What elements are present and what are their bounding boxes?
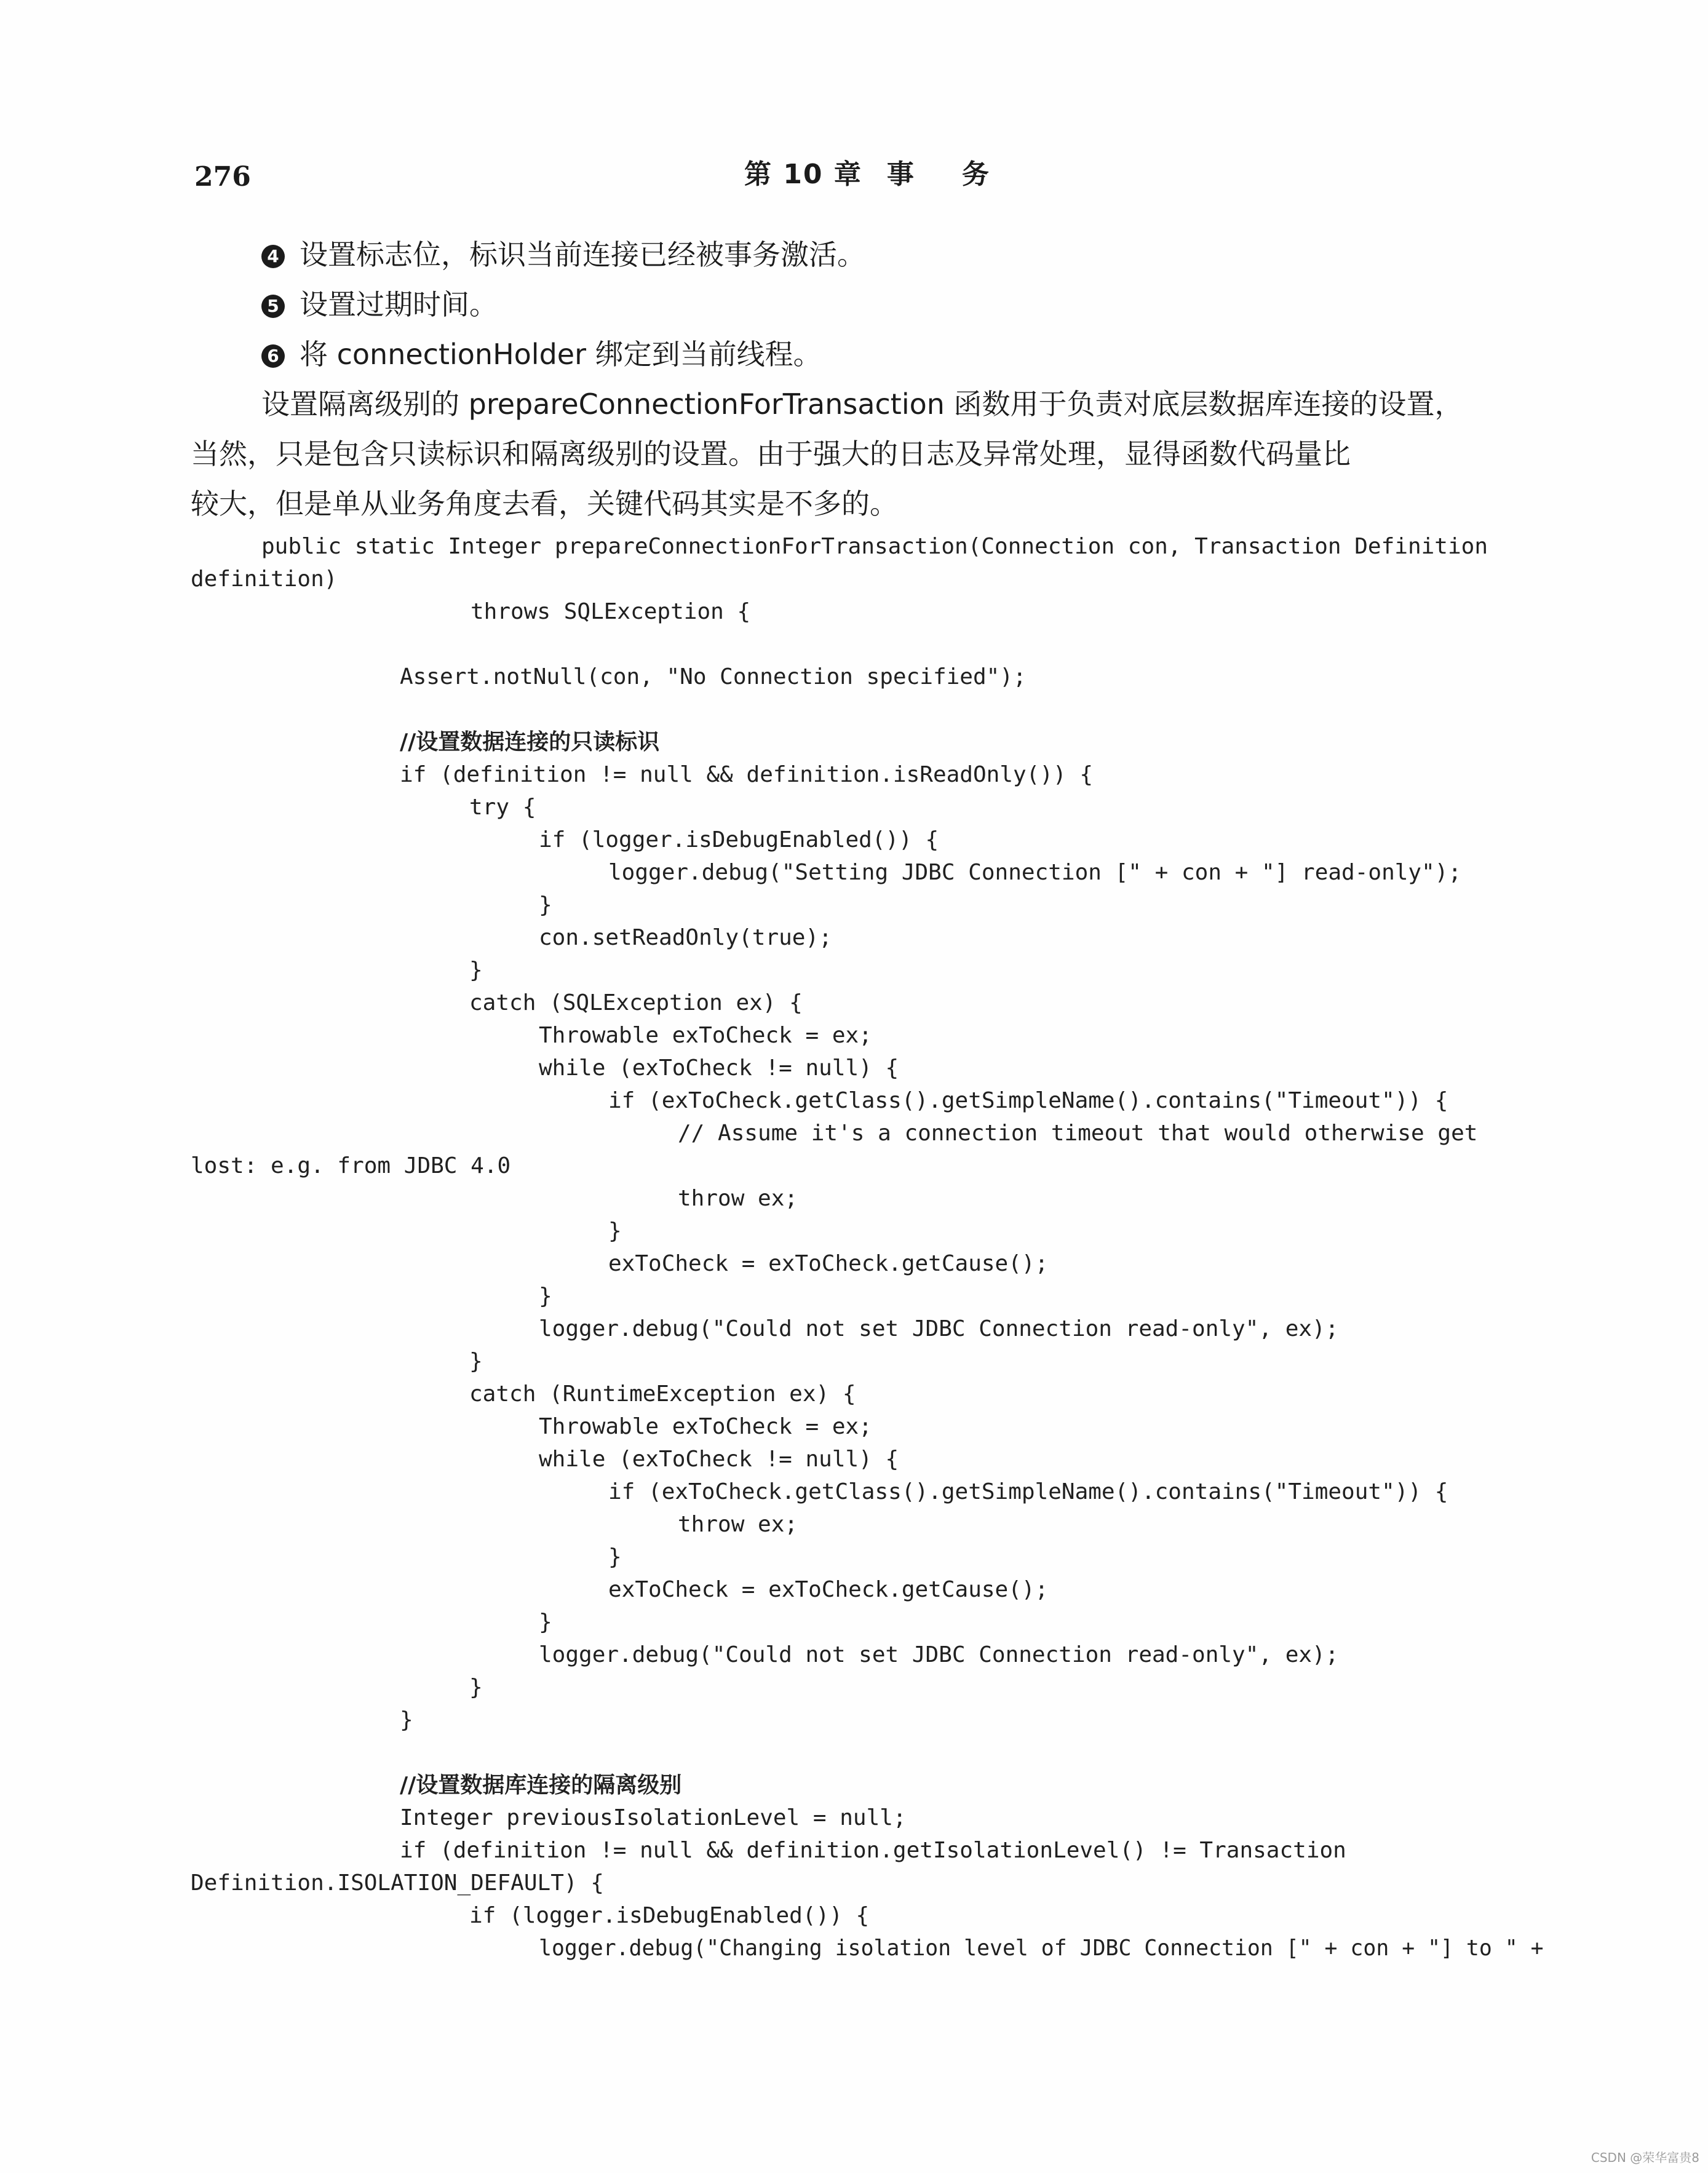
code-line: Integer previousIsolationLevel = null; [400, 1805, 907, 1830]
numbered-circle-icon: 6 [261, 344, 285, 368]
running-header [744, 156, 990, 193]
code-line: if (definition != null && definition.isReadOnly()) { [400, 762, 1094, 787]
code-line: logger.debug("Could not set JDBC Connection read-only", ex); [539, 1316, 1339, 1341]
code-line: if (definition != null && definition.getIsolationLevel() != Transaction [400, 1838, 1346, 1863]
bullet-item [261, 336, 822, 373]
paragraph-line: 较大，但是单从业务角度去看，关键代码其实是不多的。 [191, 487, 898, 520]
code-line: Throwable exToCheck = ex; [539, 1414, 872, 1439]
code-line: exToCheck = exToCheck.getCause(); [608, 1251, 1049, 1276]
bullet-text: 设置标志位，标识当前连接已经被事务激活。 [300, 238, 865, 271]
code-line: while (exToCheck != null) { [539, 1055, 899, 1081]
chapter-title-char-1: 事 [886, 159, 915, 190]
code-line: } [400, 1707, 413, 1733]
code-line: } [539, 1610, 552, 1635]
watermark: CSDN @荣华富贵8 [1591, 2150, 1699, 2165]
code-line: con.setReadOnly(true); [539, 925, 832, 950]
code-comment: //设置数据库连接的隔离级别 [400, 1773, 682, 1798]
code-line: while (exToCheck != null) { [539, 1447, 899, 1472]
bullet-item [261, 236, 865, 273]
code-line: if (exToCheck.getClass().getSimpleName().contains("Timeout")) { [608, 1479, 1448, 1504]
code-line: } [539, 1284, 552, 1309]
code-line: throw ex; [678, 1512, 798, 1537]
paragraph-line: 设置隔离级别的 prepareConnectionForTransaction 函数用于负责对底层数据库连接的设置， [261, 387, 1463, 421]
code-line: logger.debug("Could not set JDBC Connection read-only", ex); [539, 1642, 1339, 1667]
page-number: 276 [194, 161, 251, 193]
code-line: } [608, 1544, 622, 1570]
code-line: if (exToCheck.getClass().getSimpleName().contains("Timeout")) { [608, 1088, 1448, 1113]
code-line: lost: e.g. from JDBC 4.0 [191, 1153, 511, 1178]
bullet-text: 将 connectionHolder 绑定到当前线程。 [300, 338, 822, 371]
code-line: throw ex; [678, 1186, 798, 1211]
code-line: Assert.notNull(con, "No Connection specified"); [400, 664, 1027, 689]
code-line: if (logger.isDebugEnabled()) { [539, 827, 939, 852]
numbered-circle-icon: 4 [261, 245, 285, 268]
bullet-item [261, 286, 498, 323]
code-line: } [469, 1675, 483, 1700]
code-line: exToCheck = exToCheck.getCause(); [608, 1577, 1049, 1602]
chapter-number: 第 10 章 [744, 159, 862, 190]
code-line: definition) [191, 566, 338, 592]
code-comment: //设置数据连接的只读标识 [400, 729, 660, 755]
code-line: Throwable exToCheck = ex; [539, 1023, 872, 1048]
code-line: catch (RuntimeException ex) { [469, 1381, 856, 1407]
code-line: throws SQLException { [471, 599, 751, 624]
code-line: if (logger.isDebugEnabled()) { [469, 1903, 870, 1928]
code-line: catch (SQLException ex) { [469, 990, 803, 1015]
code-line: } [608, 1218, 622, 1244]
paragraph-line: 当然，只是包含只读标识和隔离级别的设置。由于强大的日志及异常处理，显得函数代码量比 [191, 437, 1351, 471]
code-line: logger.debug("Setting JDBC Connection [" + con + "] read-only"); [608, 860, 1462, 885]
code-line: try { [469, 795, 536, 820]
numbered-circle-icon: 5 [261, 295, 285, 318]
bullet-text: 设置过期时间。 [300, 288, 498, 321]
code-line: logger.debug("Changing isolation level of JDBC Connection [" + con + "] to " + [539, 1936, 1544, 1961]
code-line: public static Integer prepareConnectionForTransaction(Connection con, Transaction Definition [261, 534, 1488, 559]
code-line: } [469, 1349, 483, 1374]
chapter-title-char-2: 务 [961, 159, 990, 190]
code-line: // Assume it's a connection timeout that would otherwise get [678, 1121, 1478, 1146]
code-line: } [539, 892, 552, 918]
code-line: Definition.ISOLATION_DEFAULT) { [191, 1870, 604, 1896]
code-line: } [469, 958, 483, 983]
